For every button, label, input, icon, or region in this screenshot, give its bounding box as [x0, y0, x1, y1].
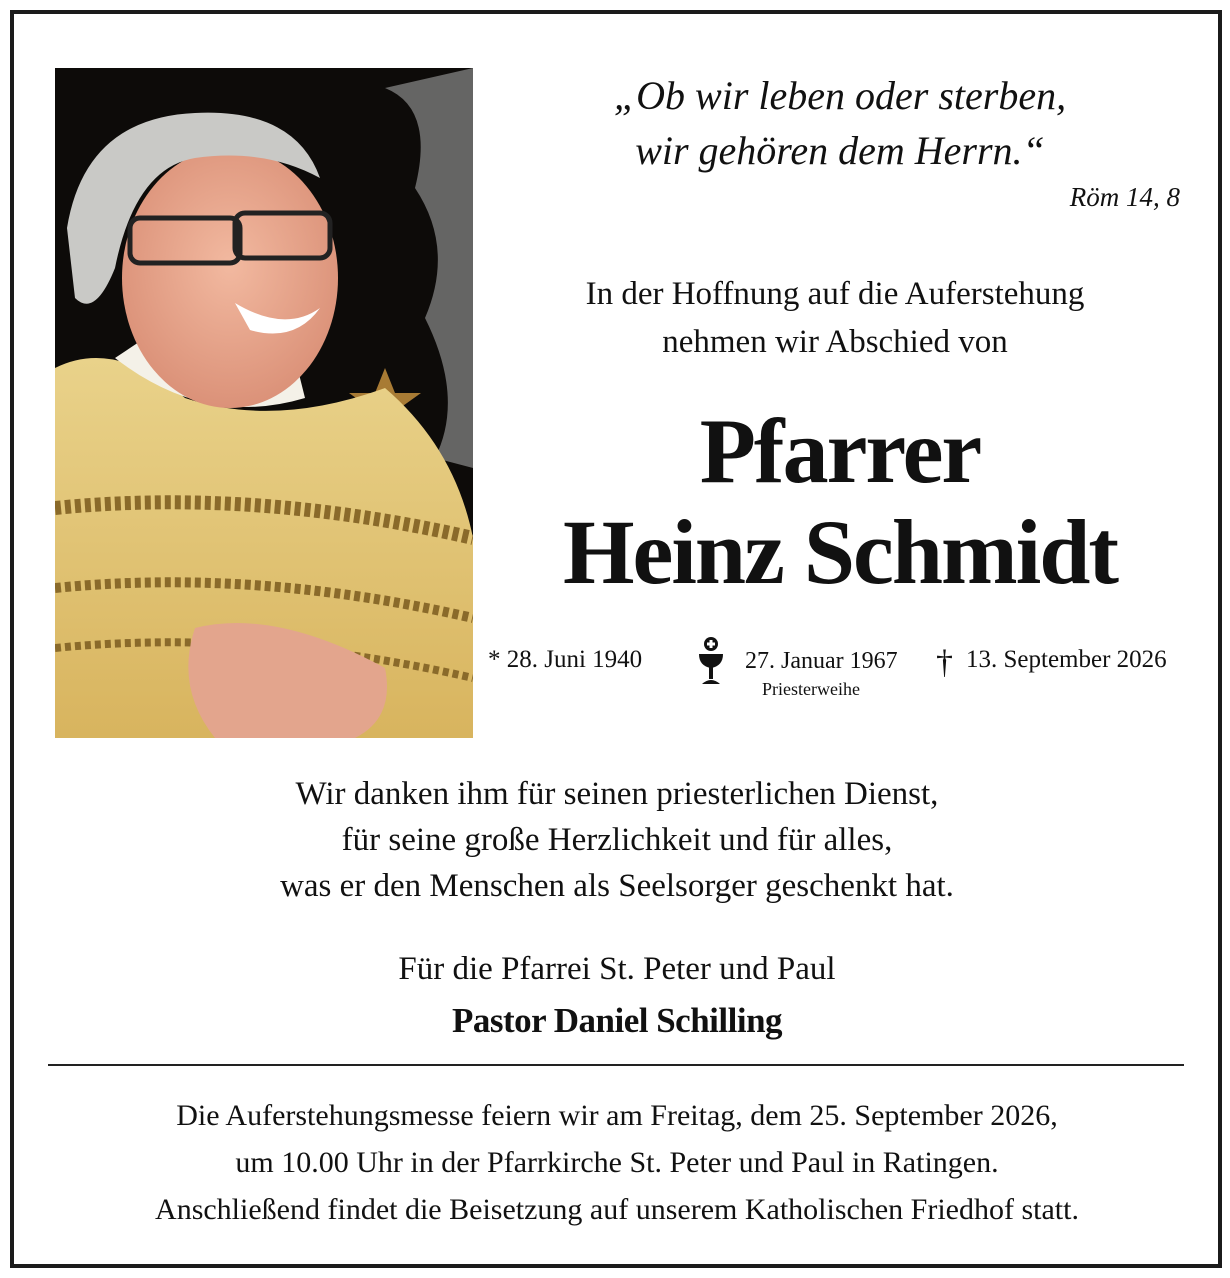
divider	[48, 1064, 1184, 1066]
quote-line-2: wir gehören dem Herrn.“	[635, 128, 1045, 173]
quote-reference: Röm 14, 8	[1069, 182, 1180, 212]
death-date: 13. September 2026	[966, 646, 1167, 673]
chalice-icon	[697, 636, 725, 691]
parish-signature: Für die Pfarrei St. Peter und Paul	[398, 951, 836, 987]
ordination-label: Priesterweihe	[762, 679, 860, 699]
deceased-title: Pfarrer	[699, 400, 981, 502]
intro-line-1: In der Hoffnung auf die Auferstehung	[585, 276, 1085, 312]
portrait-photo	[55, 68, 473, 738]
thanks-line-3: was er den Menschen als Seelsorger geschenkt hat.	[280, 868, 954, 904]
intro-line-2: nehmen wir Abschied von	[662, 324, 1008, 360]
service-line-2: um 10.00 Uhr in der Pfarrkirche St. Peter und Paul in Ratingen.	[235, 1146, 999, 1179]
ordination-date: 27. Januar 1967	[745, 648, 898, 674]
thanks-line-1: Wir danken ihm für seinen priesterlichen Dienst,	[295, 776, 939, 812]
birth-date: * 28. Juni 1940	[488, 646, 643, 673]
quote-line-1: „Ob wir leben oder sterben,	[613, 73, 1067, 118]
service-line-3: Anschließend findet die Beisetzung auf unserem Katholischen Friedhof statt.	[155, 1193, 1079, 1226]
deceased-name: Heinz Schmidt	[562, 501, 1118, 603]
thanks-line-2: für seine große Herzlichkeit und für alles,	[341, 822, 893, 858]
cross-icon: †	[936, 644, 953, 681]
pastor-signature: Pastor Daniel Schilling	[451, 1001, 783, 1040]
service-line-1: Die Auferstehungsmesse feiern wir am Freitag, dem 25. September 2026,	[176, 1099, 1058, 1132]
